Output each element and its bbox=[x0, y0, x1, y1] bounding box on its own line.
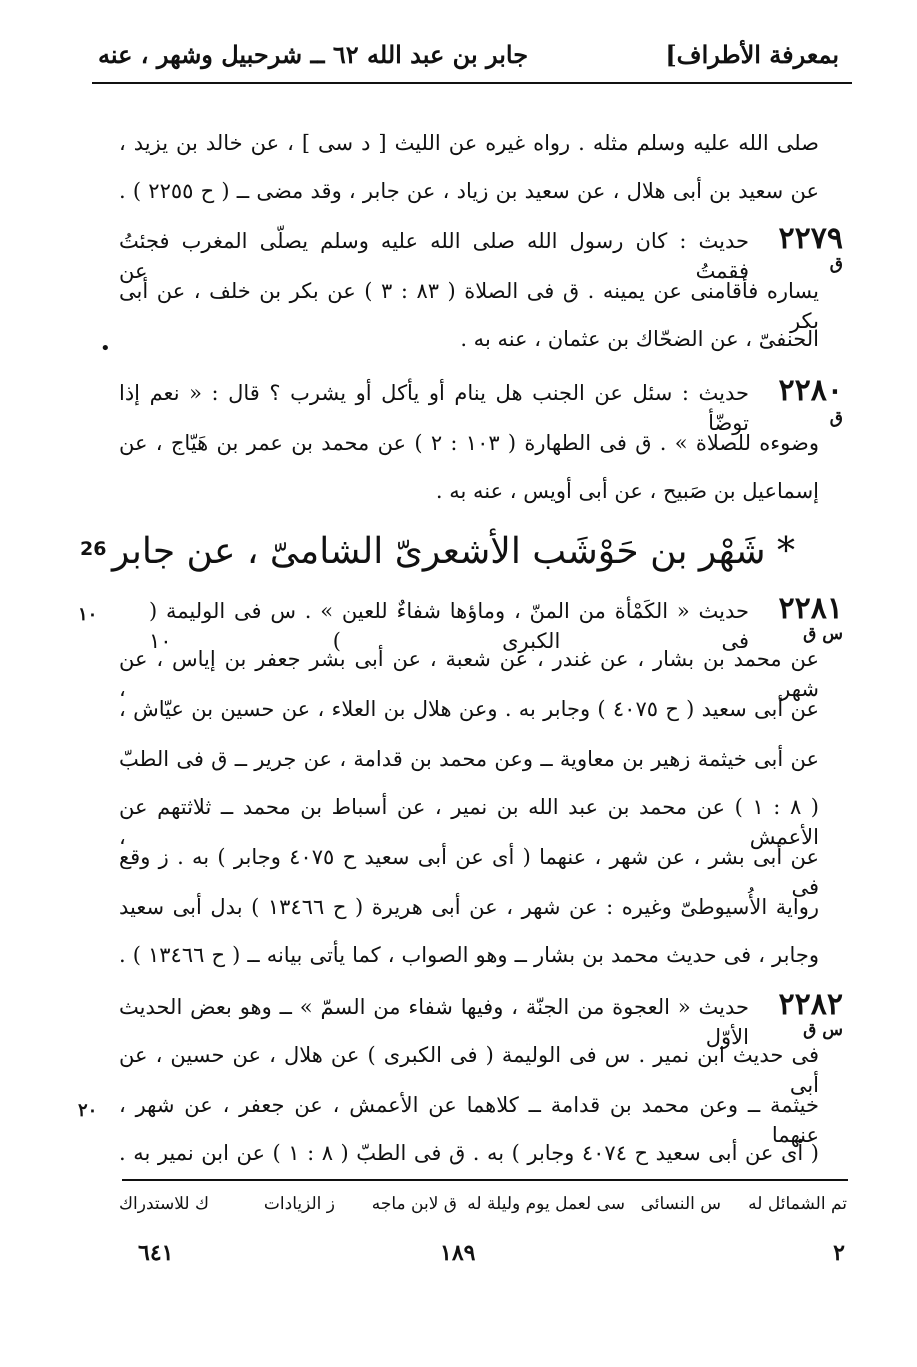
footer-legend-item: تم الشمائل له bbox=[748, 1194, 847, 1214]
text-line: وضوءه للصلاة » . ق فى الطهارة ( ١٠٣ : ٢ ) عن محمد بن عمر بن هَيّاج ، عن bbox=[119, 431, 819, 455]
margin-siglum: س ق bbox=[803, 1020, 843, 1040]
footer-legend-item: س النسائى bbox=[640, 1194, 721, 1214]
text-line: عن سعيد بن أبى هلال ، عن سعيد بن زياد ، عن جابر ، وقد مضى ــ ( ح ٢٢٥٥ ) . bbox=[119, 179, 820, 203]
text-line: يساره فأقامنى عن يمينه . ق فى الصلاة ( ٨٣ : ٣ ) عن بكر بن خلف ، عن أبى بكر bbox=[119, 279, 820, 333]
footer-legend-item: سى لعمل يوم وليلة له bbox=[467, 1194, 625, 1214]
margin-siglum: ق bbox=[829, 254, 843, 274]
text-line: فى حديث ابن نمير . س فى الوليمة ( فى الكبرى ) عن هلال ، عن حسين ، عن أبى bbox=[119, 1043, 819, 1097]
section-number: 26 bbox=[80, 538, 107, 560]
text-line: صلى الله عليه وسلم مثله . رواه غيره عن الليث [ د سى ] ، عن خالد بن يزيد ، bbox=[119, 131, 819, 155]
section-heading: * شَهْر بن حَوْشَب الأشعرىّ الشامىّ ، عن جابر bbox=[111, 531, 795, 572]
left-margin-line-number: ٢٠ bbox=[78, 1100, 98, 1121]
page-number-right: ٢ bbox=[833, 1240, 845, 1266]
text-line: وجابر ، فى حديث محمد بن بشار ــ وهو الصواب ، كما يأتى بيانه ــ ( ح ١٣٤٦٦ ) . bbox=[119, 943, 820, 967]
hadith-number: ٢٢٨١ bbox=[778, 591, 843, 626]
hadith-number: ٢٢٧٩ bbox=[778, 221, 843, 256]
text-line: الحنفىّ ، عن الضحّاك بن عثمان ، عنه به . bbox=[460, 327, 819, 351]
text-line: حديث « العجوة من الجنّة ، وفيها شفاء من السمّ » ــ وهو بعض الحديث الأوّل bbox=[119, 995, 749, 1049]
text-line: حديث « الكَمْأة من المنّ ، وماؤها شفاءٌ للعين » . س فى الوليمة ( فى الكبرى ) ١٠ bbox=[149, 599, 749, 653]
footer-legend-item: ك للاستدراك bbox=[119, 1194, 209, 1214]
text-line: عن أبى بشر ، عن شهر ، عنهما ( أى عن أبى سعيد ح ٤٠٧٥ وجابر ) به . ز وقع فى bbox=[119, 845, 819, 899]
margin-dot: • bbox=[100, 338, 111, 359]
text-line: حديث : كان رسول الله صلى الله عليه وسلم يصلّى المغرب فجئتُ فقمتُ عن bbox=[119, 229, 749, 283]
text-line: ( أى عن أبى سعيد ح ٤٠٧٤ وجابر ) به . ق فى الطبّ ( ٨ : ١ ) عن ابن نمير به . bbox=[119, 1141, 819, 1165]
text-line: ( ٨ : ١ ) عن محمد بن عبد الله بن نمير ، عن أسباط بن محمد ــ ثلاثتهم عن الأعمش ، bbox=[119, 795, 819, 849]
text-line: عن أبى خيثمة زهير بن معاوية ــ وعن محمد بن قدامة ، عن جرير ــ ق فى الطبّ bbox=[119, 747, 819, 771]
footer-legend-item: ز الزيادات bbox=[263, 1194, 335, 1214]
text-line: خيثمة ــ وعن محمد بن قدامة ــ كلاهما عن الأعمش ، عن جعفر ، عن شهر ، عنهما bbox=[119, 1093, 819, 1147]
margin-siglum: س ق bbox=[803, 624, 843, 644]
footer-legend-item: ق لابن ماجه bbox=[371, 1194, 457, 1214]
running-header-chapter: جابر بن عبد الله ٦٢ ــ شرحبيل وشهر ، عنه bbox=[98, 40, 529, 69]
header-rule bbox=[92, 82, 852, 84]
text-line: رواية الأُسيوطىّ وغيره : عن شهر ، عن أبى هريرة ( ح ١٣٤٦٦ ) بدل أبى سعيد bbox=[119, 895, 819, 919]
text-line: عن محمد بن بشار ، عن غندر ، عن شعبة ، عن أبى بشر جعفر بن إياس ، عن شهر ، bbox=[119, 647, 819, 701]
page-number-left: ٦٤١ bbox=[138, 1240, 174, 1266]
text-line: حديث : سئل عن الجنب هل ينام أو يأكل أو يشرب ؟ قال : « نعم إذا توضّأ bbox=[119, 381, 749, 435]
running-header-book-title: بمعرفة الأطراف] bbox=[665, 40, 839, 69]
hadith-number: ٢٢٨٢ bbox=[778, 987, 843, 1022]
text-line: إسماعيل بن صَبيح ، عن أبى أويس ، عنه به . bbox=[435, 479, 819, 503]
hadith-number: ٢٢٨٠ bbox=[778, 373, 843, 408]
text-line: عن أبى سعيد ( ح ٤٠٧٥ ) وجابر به . وعن هلال بن العلاء ، عن حسين بن عيّاش ، bbox=[119, 697, 819, 721]
left-margin-line-number: ١٠ bbox=[78, 604, 98, 625]
margin-siglum: ق bbox=[829, 408, 843, 428]
page-number-center: ١٨٩ bbox=[440, 1240, 476, 1266]
footer-rule bbox=[122, 1179, 848, 1181]
